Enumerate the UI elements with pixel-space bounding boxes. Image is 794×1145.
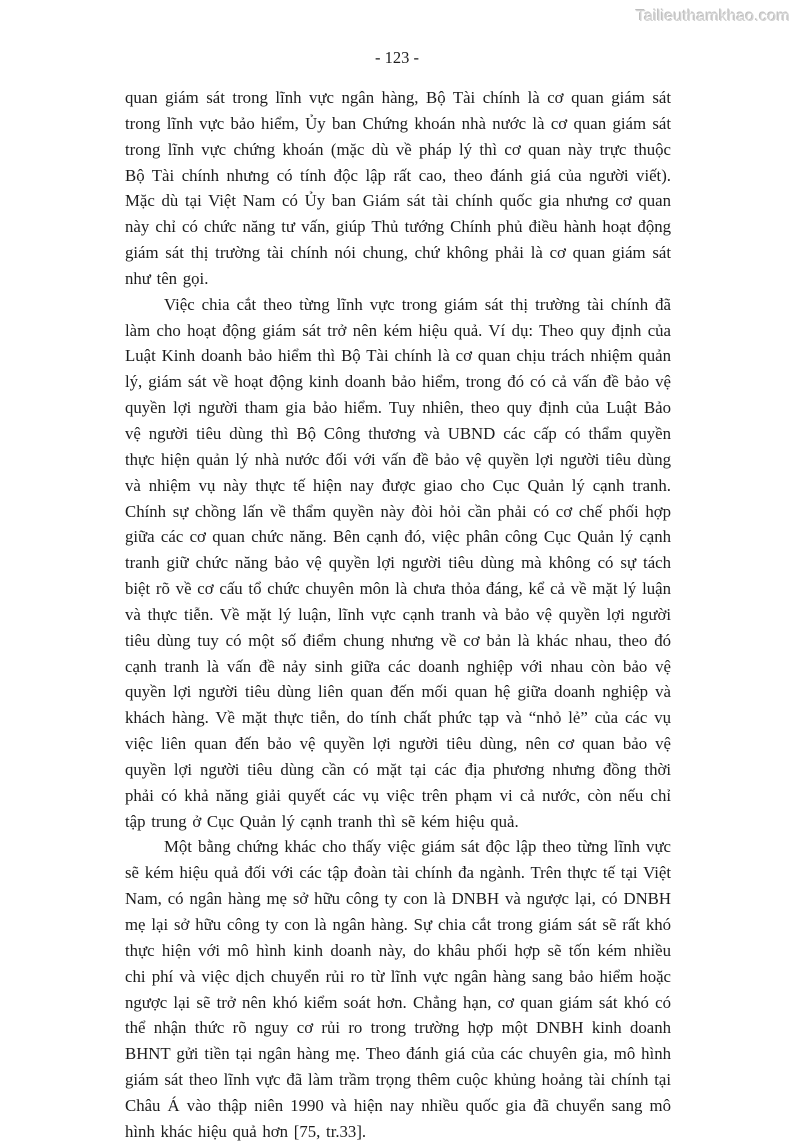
paragraph: quan giám sát trong lĩnh vực ngân hàng, Bộ Tài chính là cơ quan giám sát trong lĩnh vực bảo hiểm, Ủy ban Chứng khoán nhà nước là cơ quan giám sát trong lĩnh vực chứng khoán (mặc dù về pháp lý thì cơ quan này trực thuộc Bộ Tài chính nhưng có tính độc lập rất cao, theo đánh giá của người viết). Mặc dù tại Việt Nam có Ủy ban Giám sát tài chính quốc gia nhưng cơ quan này chỉ có chức năng tư vấn, giúp Thủ tướng Chính phủ điều hành hoạt động giám sát thị trường tài chính nói chung, chứ không phải là cơ quan giám sát như tên gọi.	[125, 88, 671, 288]
paragraph: Một bằng chứng khác cho thấy việc giám sát độc lập theo từng lĩnh vực sẽ kém hiệu quả đối với các tập đoàn tài chính đa ngành. Trên thực tế tại Việt Nam, có ngân hàng mẹ sở hữu công ty con là DNBH và ngược lại, có DNBH mẹ lại sở hữu công ty con là ngân hàng. Sự chia cắt trong giám sát sẽ rất khó thực hiện với mô hình kinh doanh này, do khâu phối hợp sẽ tốn kém nhiều chi phí và việc dịch chuyển rủi ro từ lĩnh vực ngân hàng sang bảo hiểm hoặc ngược lại sẽ trở nên khó kiểm soát hơn. Chẳng hạn, cơ quan giám sát khó có thể nhận thức rõ nguy cơ rủi ro trong trường hợp một DNBH kinh doanh BHNT gửi tiền tại ngân hàng mẹ. Theo đánh giá của các chuyên gia, mô hình giám sát theo lĩnh vực đã làm trầm trọng thêm cuộc khủng hoảng tài chính tại Châu Á vào thập niên 1990 và hiện nay nhiều quốc gia đã chuyển sang mô hình khác hiệu quả hơn [75, tr.33].	[125, 837, 671, 1141]
page-number: - 123 -	[375, 48, 419, 67]
paragraph: Việc chia cắt theo từng lĩnh vực trong giám sát thị trường tài chính đã làm cho hoạt động giám sát trở nên kém hiệu quả. Ví dụ: Theo quy định của Luật Kinh doanh bảo hiểm thì Bộ Tài chính là cơ quan chịu trách nhiệm quản lý, giám sát về hoạt động kinh doanh bảo hiểm, trong đó có cả vấn đề bảo vệ quyền lợi người tham gia bảo hiểm. Tuy nhiên, theo quy định của Luật Bảo vệ người tiêu dùng thì Bộ Công thương và UBND các cấp có thẩm quyền thực hiện quản lý nhà nước đối với vấn đề bảo vệ quyền lợi người tiêu dùng và nhiệm vụ này thực tế hiện nay được giao cho Cục Quản lý cạnh tranh. Chính sự chồng lấn về thẩm quyền này đòi hỏi cần phải có cơ chế phối hợp giữa các cơ quan chức năng. Bên cạnh đó, việc phân công Cục Quản lý cạnh tranh giữ chức năng bảo vệ quyền lợi người tiêu dùng mà không có sự tách biệt rõ về cơ cấu tổ chức chuyên môn là chưa thỏa đáng, kể cả về mặt lý luận và thực tiễn. Về mặt lý luận, lĩnh vực cạnh tranh và bảo vệ quyền lợi người tiêu dùng tuy có một số điểm chung nhưng về cơ bản là khác nhau, theo đó cạnh tranh là vấn đề nảy sinh giữa các doanh nghiệp với nhau còn bảo vệ quyền lợi người tiêu dùng liên quan đến mối quan hệ giữa doanh nghiệp và khách hàng. Về mặt thực tiễn, do tính chất phức tạp và “nhỏ lẻ” của các vụ việc liên quan đến bảo vệ quyền lợi người tiêu dùng, nên cơ quan bảo vệ quyền lợi người tiêu dùng cần có mặt tại các địa phương nhưng đồng thời phải có khả năng giải quyết các vụ việc trên phạm vi cả nước, còn nếu chỉ tập trung ở Cục Quản lý cạnh tranh thì sẽ kém hiệu quả.	[125, 294, 671, 831]
watermark: Tailieuthamkhao.com	[635, 8, 790, 25]
page-body	[125, 85, 671, 1145]
